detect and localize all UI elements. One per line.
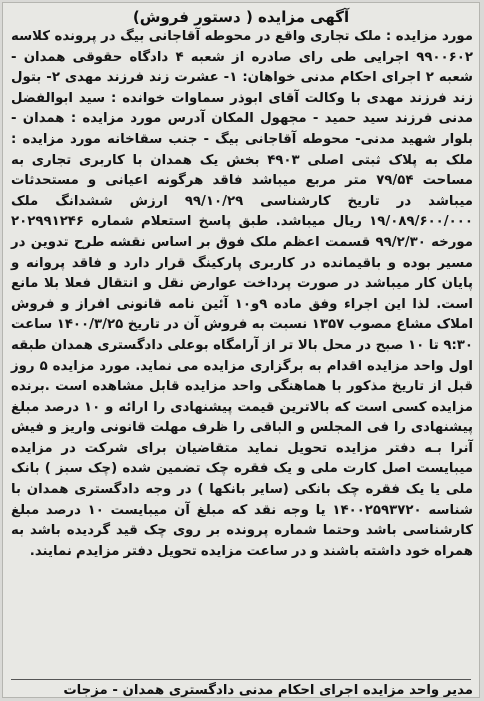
footer-divider bbox=[11, 679, 471, 680]
notice-body bbox=[11, 27, 473, 562]
newspaper-clipping bbox=[2, 2, 480, 698]
notice-paragraph: مورد مزایده : ملک تجاری واقع در محوطه آقاجانی بیگ در پرونده کلاسه ۹۹۰۰۶۰۲ اجرایی طی رای صادره از شعبه ۴ دادگاه حقوقی همدان - شعبه ۲ اجرای احکام مدنی خواهان: ۱- عشرت زند فرزند مهدی ۲- بتول زند فرزند مهدی با وکالت آقای ابوذر سماوات خوانده : سید ابوالفضل مدنی فرزند سید حمید - مجهول المکان آدرس مورد مزایده : همدان - بلوار شهید مدنی- محوطه آقاجانی بیگ - جنب سقاخانه مورد مزایده : ملک به پلاک ثبتی اصلی ۴۹۰۳ بخش یک همدان با کاربری تجاری به مساحت ۷۹/۵۴ متر مربع میباشد فاقد هرگونه اعیانی و مستحدثات میباشد در تاریخ کارشناسی ۹۹/۱۰/۲۹ ارزش ششدانگ ملک ۱۹/۰۸۹/۶۰۰/۰۰۰ ریال میباشد. طبق پاسخ استعلام شماره ۲۰۲۹۹۱۲۴۶ مورخه ۹۹/۲/۳۰ قسمت اعظم ملک فوق بر اساس نقشه طرح تدوین در مسیر بوده و باقیمانده در کاربری پارکینگ قرار دارد و فاقد پروانه و پایان کار میباشد در صورت پرداخت عوارض نقل و انتقال فعلا بلا مانع است. لذا این اجراء وفق ماده ۹و۱۰ آئین نامه قانونی افراز و فروش املاک مشاع مصوب ۱۳۵۷ نسبت به فروش آن در تاریخ ۱۴۰۰/۳/۲۵ ساعت ۹:۳۰ تا ۱۰ صبح در محل بالا تر از آرامگاه بوعلی دادگستری همدان طبقه اول واحد مزایده اقدام به برگزاری مزایده می نماید. مورد مزایده ۵ روز قبل از تاریخ مذکور با هماهنگی واحد مزایده قابل مشاهده است .برنده مزایده کسی است که بالاترین قیمت پیشنهادی را ارائه و ۱۰ درصد مبلغ پیشنهادی را فی المجلس و الباقی را ظرف مهلت قانونی واریز و فیش آنرا بـه دفتر مزایده تحویل نماید متقاضیان برای شرکت در مزایده میبایست اصل کارت ملی و یک فقره چک تضمین شده (چک سبز ) بانک ملی یا یک فقره چک بانکی (سایر بانکها ) در وجه دادگستری همدان با شناسه ۱۴۰۰۲۵۹۳۷۲۰ یا وجه نقد که مبلغ آن میبایست ۱۰ درصد مبلغ کارشناسی باشد وحتما شماره پرونده بر روی چک قید گردیده باشد به همراه خود داشته باشند و در ساعت مزایده تحویل دفتر مزایدم نمایند. bbox=[11, 29, 474, 559]
notice-signature: مدیر واحد مزایده اجرای احکام مدنی دادگستری همدان - مزجات bbox=[63, 683, 473, 698]
notice-title: آگهی مزایده ( دستور فروش) bbox=[132, 8, 350, 26]
